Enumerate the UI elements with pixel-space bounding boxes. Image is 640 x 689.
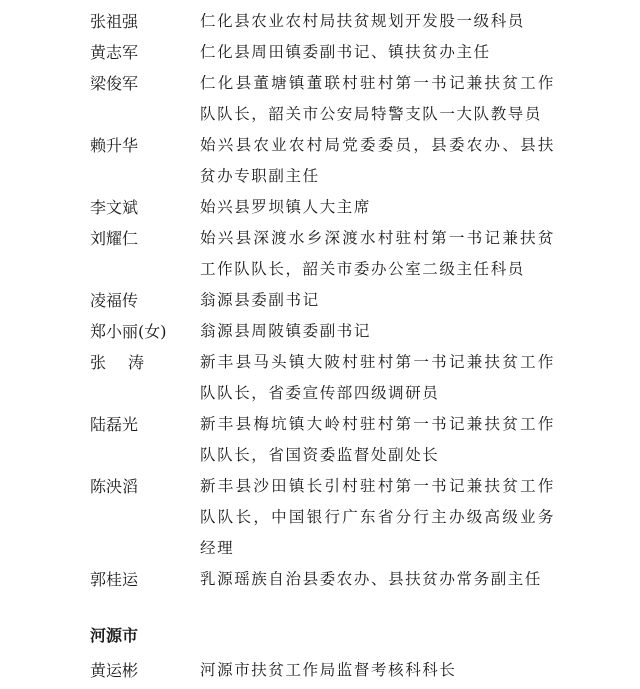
person-position: 河源市扶贫工作局监督考核科科长: [200, 661, 457, 679]
list-item: [0, 285, 640, 316]
person-name: 张祖强: [90, 12, 139, 31]
person-name: 李文斌: [90, 198, 139, 217]
list-item: [0, 130, 640, 192]
person-name: 梁俊军: [90, 74, 139, 93]
person-position: 仁化县董塘镇董联村驻村第一书记兼扶贫工作队队长，韶关市公安局特警支队一大队教导员: [200, 74, 555, 123]
person-position: 新丰县沙田镇长引村驻村第一书记兼扶贫工作队队长，中国银行广东省分行主办级高级业务经理: [200, 477, 555, 557]
person-name: 刘耀仁: [90, 229, 139, 248]
person-name: 陈泱滔: [90, 477, 139, 496]
person-name: 张涛: [90, 353, 167, 372]
person-name: 凌福传: [90, 291, 139, 310]
person-position: 翁源县周陂镇委副书记: [200, 322, 372, 340]
list-item: [0, 6, 640, 37]
list-item: [0, 471, 640, 564]
person-position: 始兴县深渡水乡深渡水村驻村第一书记兼扶贫工作队队长，韶关市委办公室二级主任科员: [200, 229, 555, 278]
list-item: [0, 37, 640, 68]
person-name: 郭桂运: [90, 570, 139, 589]
person-name: 郑小丽(女): [90, 322, 167, 341]
list-item: [0, 564, 640, 595]
section-heading: 河源市: [90, 626, 139, 645]
person-position: 始兴县罗坝镇人大主席: [200, 198, 372, 216]
honoree-list: [0, 6, 640, 686]
person-position: 仁化县周田镇委副书记、镇扶贫办主任: [200, 43, 491, 61]
list-item: [0, 68, 640, 130]
person-position: 仁化县农业农村局扶贫规划开发股一级科员: [200, 12, 525, 30]
list-item: [0, 316, 640, 347]
person-name: 陆磊光: [90, 415, 139, 434]
list-item: [0, 192, 640, 223]
list-item: [0, 223, 640, 285]
person-name: 黄志军: [90, 43, 139, 62]
list-item: [0, 409, 640, 471]
person-position: 始兴县农业农村局党委委员，县委农办、县扶贫办专职副主任: [200, 136, 555, 185]
list-item: [0, 655, 640, 686]
person-position: 乳源瑶族自治县委农办、县扶贫办常务副主任: [200, 570, 543, 588]
person-name: 黄运彬: [90, 661, 139, 680]
list-item: [0, 347, 640, 409]
person-name: 赖升华: [90, 136, 139, 155]
person-position: 新丰县马头镇大陂村驻村第一书记兼扶贫工作队队长，省委宣传部四级调研员: [200, 353, 555, 402]
person-position: 翁源县委副书记: [200, 291, 320, 309]
person-position: 新丰县梅坑镇大岭村驻村第一书记兼扶贫工作队队长，省国资委监督处副处长: [200, 415, 555, 464]
